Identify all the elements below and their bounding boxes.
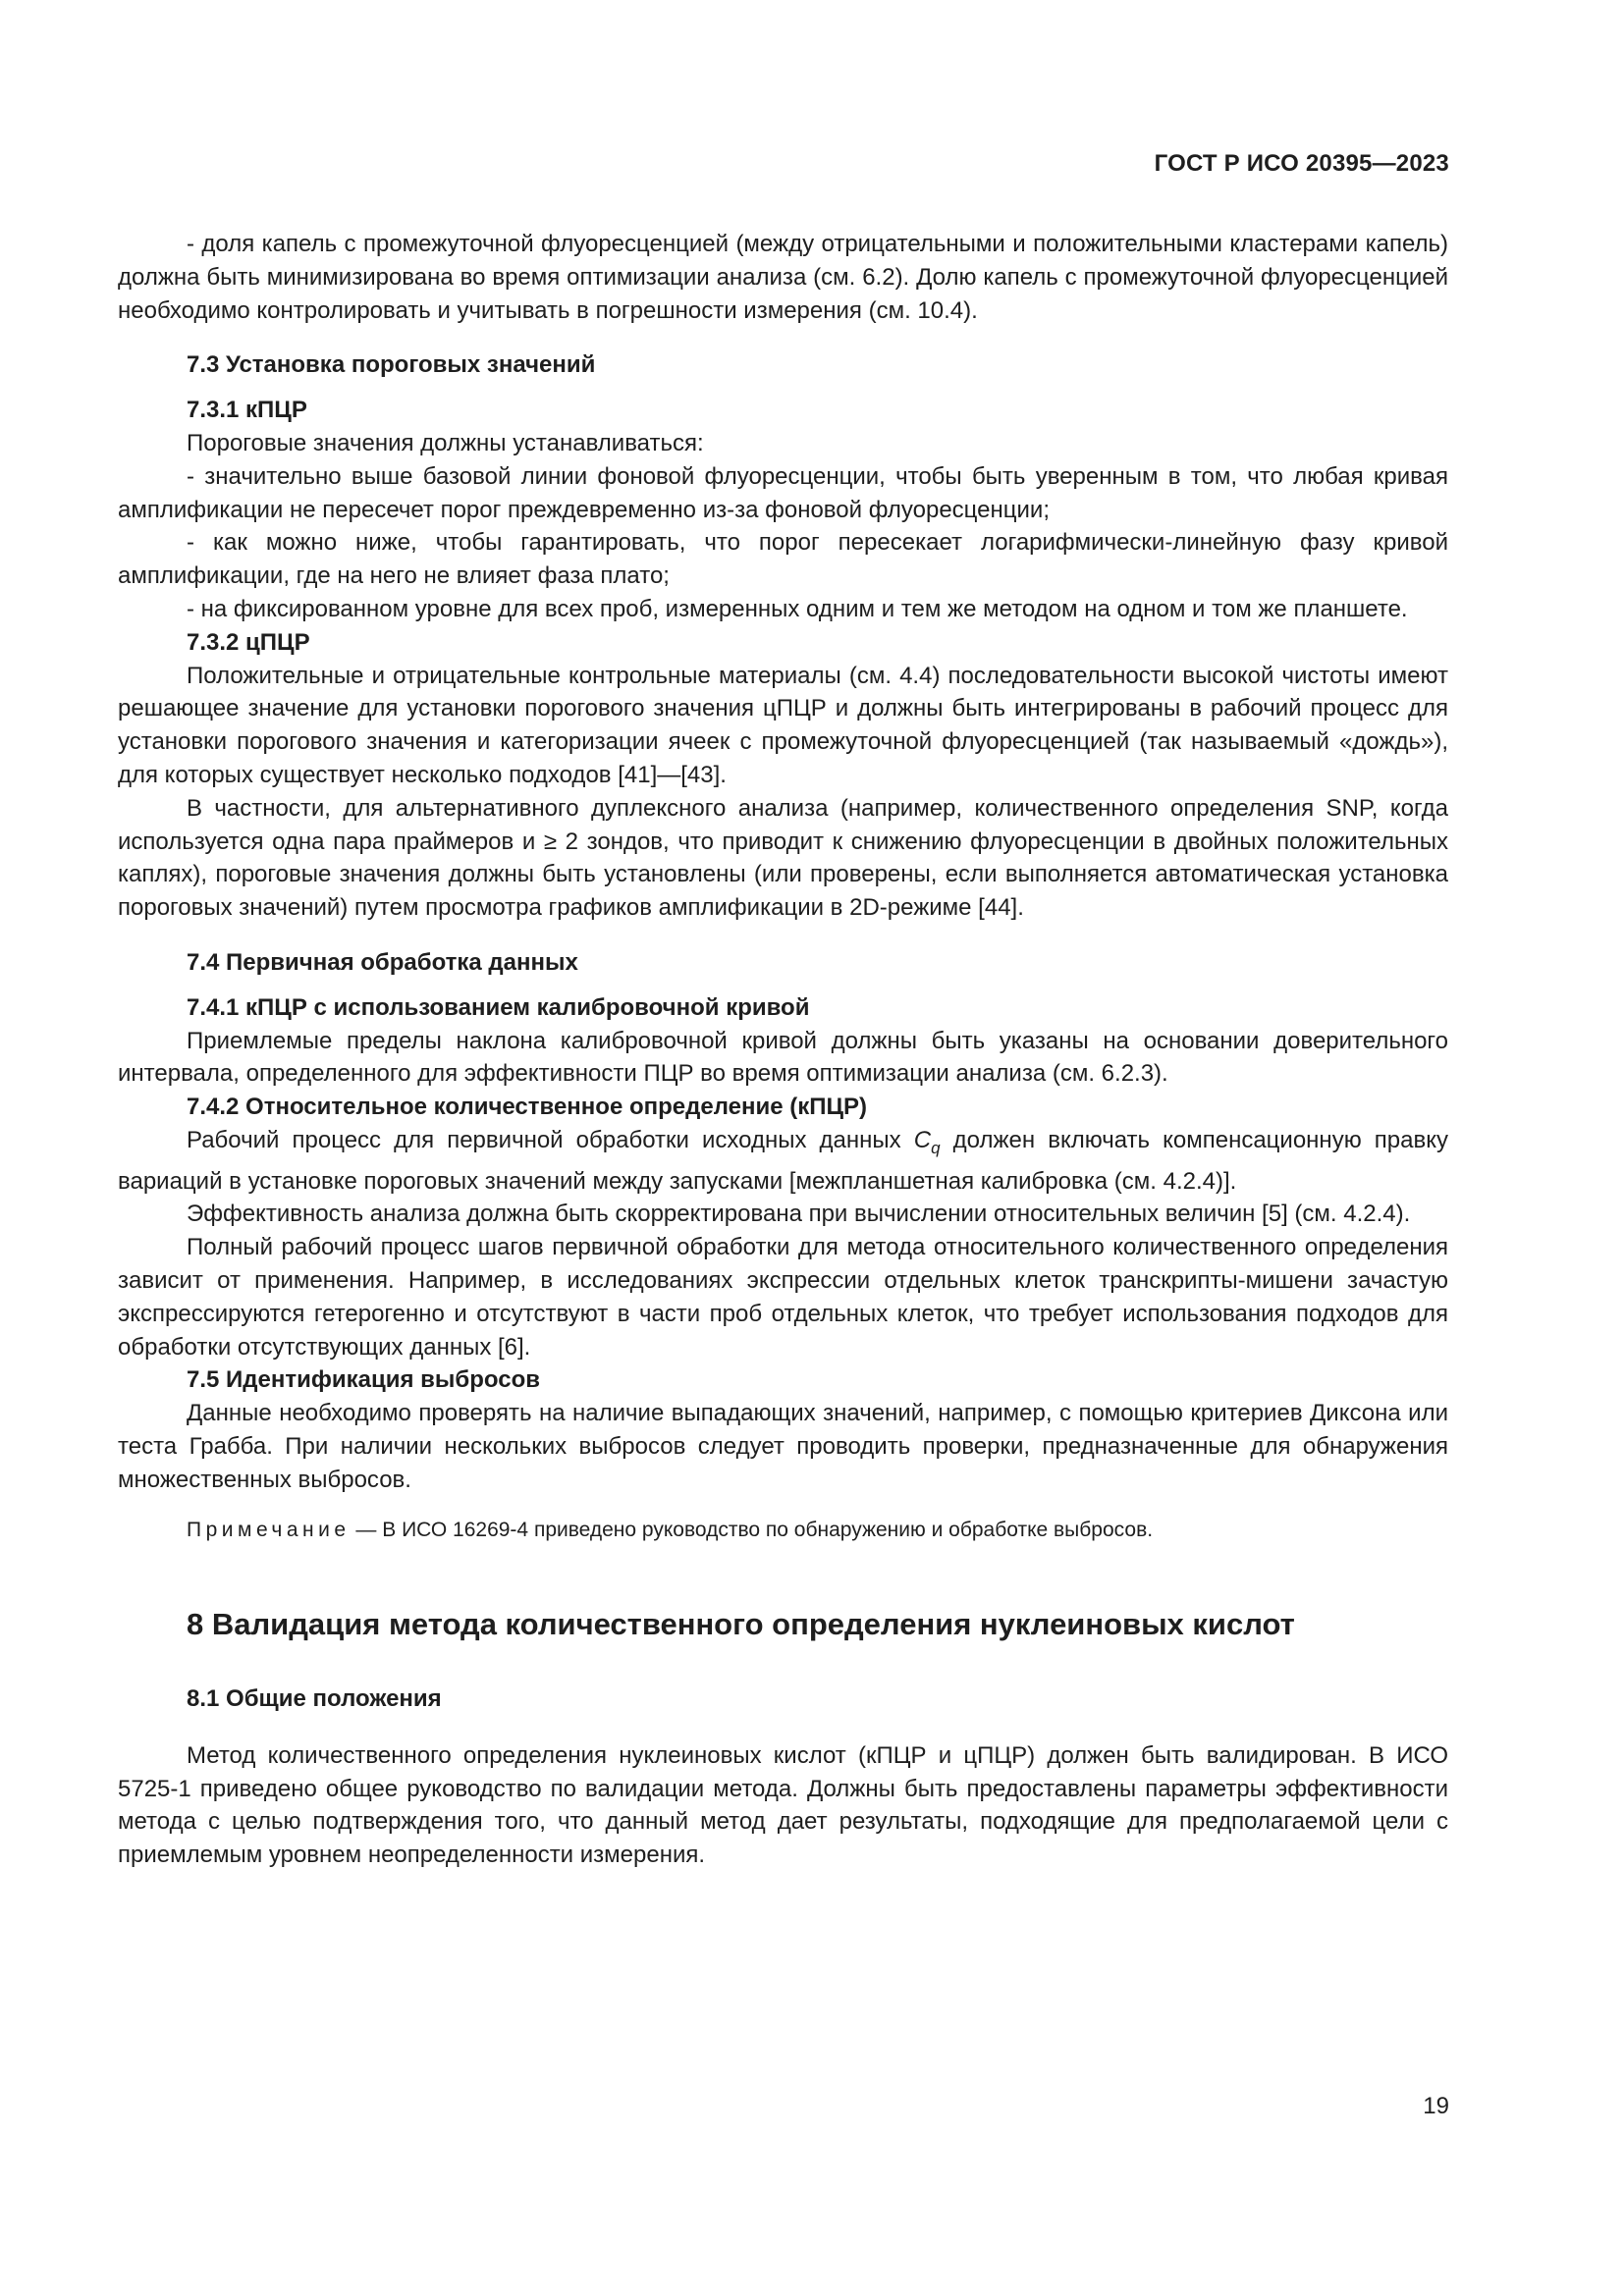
note-label: Примечание [187, 1519, 351, 1542]
threshold-item-3: - на фиксированном уровне для всех проб, измеренных одним и тем же методом на одном и том же планшете. [187, 595, 1408, 622]
threshold-item-1: - значительно выше базовой линии фоновой флуоресценции, чтобы быть уверенным в том, что любая кривая амплификации не пересечет порог преждевременно из-за фоновой флуоресценции; [118, 462, 1448, 523]
document-id-header: ГОСТ Р ИСО 20395—2023 [1154, 150, 1449, 177]
section-7-3-heading: 7.3 Установка пороговых значений [187, 351, 596, 379]
cq-symbol: $C_q$ [913, 1126, 941, 1157]
section-7-5-paragraph: Данные необходимо проверять на наличие выпадающих значений, например, с помощью критериев Диксона или теста Грабба. При наличии нескольких выбросов следует проводить проверки, предназначенные для обнаружения множественных выбросов. [118, 1400, 1448, 1493]
section-8-heading: 8 Валидация метода количественного определения нуклеиновых кислот [187, 1607, 1295, 1642]
section-7-4-2-paragraph-1 [118, 1124, 1448, 1198]
section-7-3-2-paragraph-2: В частности, для альтернативного дуплексного анализа (например, количественного определения SNP, когда используется одна пара праймеров и ≥ 2 зондов, что приводит к снижению флуоресценции в двойных положительных каплях), пороговые значения должны быть установлены (или проверены, если выполняется автоматическая установка пороговых значений) путем просмотра графиков амплификации в 2D-режиме [44]. [118, 794, 1448, 922]
section-7-3-2-heading: 7.3.2 цПЦР [187, 628, 310, 656]
section-7-4-2-paragraph-2: Эффективность анализа должна быть скорректирована при вычислении относительных величин [5] (см. 4.2.4). [187, 1201, 1411, 1228]
section-8-1-paragraph: Метод количественного определения нуклеиновых кислот (кПЦР и цПЦР) должен быть валидирован. В ИСО 5725-1 приведено общее руководство по валидации метода. Должны быть предоставлены параметры эффективности метода с целью подтверждения того, что данный метод дает результаты, подходящие для предполагаемой цели с приемлемым уровнем неопределенности измерения. [118, 1741, 1448, 1869]
page-number: 19 [1423, 2093, 1449, 2119]
intro-paragraph: - доля капель с промежуточной флуоресценцией (между отрицательными и положительными кластерами капель) должна быть минимизирована во время оптимизации анализа (см. 6.2). Долю капель с промежуточной флуоресценцией необходимо контролировать и учитывать в погрешности измерения (см. 10.4). [118, 231, 1448, 324]
page-content [118, 228, 1448, 1872]
cq-text-after: должен включать компенсационную правку вариаций в установке пороговых значений между запусками [межпланшетная калибровка (см. 4.2.4)]. [118, 1126, 1448, 1195]
section-8-1-heading: 8.1 Общие положения [187, 1685, 442, 1713]
section-7-4-2-heading: 7.4.2 Относительное количественное определение (кПЦР) [187, 1094, 868, 1121]
section-7-3-1-heading: 7.3.1 кПЦР [187, 397, 307, 424]
thresholds-lead: Пороговые значения должны устанавливаться: [187, 429, 704, 456]
note-text: — В ИСО 16269-4 приведено руководство по обнаружению и обработке выбросов. [350, 1519, 1154, 1542]
section-7-4-1-heading: 7.4.1 кПЦР с использованием калибровочной кривой [187, 993, 810, 1021]
section-7-4-1-paragraph: Приемлемые пределы наклона калибровочной кривой должны быть указаны на основании доверительного интервала, определенного для эффективности ПЦР во время оптимизации анализа (см. 6.2.3). [118, 1027, 1448, 1088]
section-7-4-2-paragraph-3: Полный рабочий процесс шагов первичной обработки для метода относительного количественного определения зависит от применения. Например, в исследованиях экспрессии отдельных клеток транскрипты-мишени зачастую экспрессируются гетерогенно и отсутствуют в части проб отдельных клеток, что требует использования подходов для обработки отсутствующих данных [6]. [118, 1234, 1448, 1361]
threshold-item-2: - как можно ниже, чтобы гарантировать, что порог пересекает логарифмически-линейную фазу кривой амплификации, где на него не влияет фаза плато; [118, 529, 1448, 590]
section-7-3-2-paragraph-1: Положительные и отрицательные контрольные материалы (см. 4.4) последовательности высокой чистоты имеют решающее значение для установки порогового значения цПЦР и должны быть интегрированы в рабочий процесс для установки порогового значения и категоризации ячеек с промежуточной флуоресценцией (так называемый «дождь»), для которых существует несколько подходов [41]—[43]. [118, 662, 1448, 788]
section-7-4-heading: 7.4 Первичная обработка данных [187, 948, 578, 976]
section-7-5-heading: 7.5 Идентификация выбросов [187, 1366, 540, 1394]
note [118, 1514, 1448, 1547]
cq-text-before: Рабочий процесс для первичной обработки исходных данных [187, 1126, 914, 1153]
